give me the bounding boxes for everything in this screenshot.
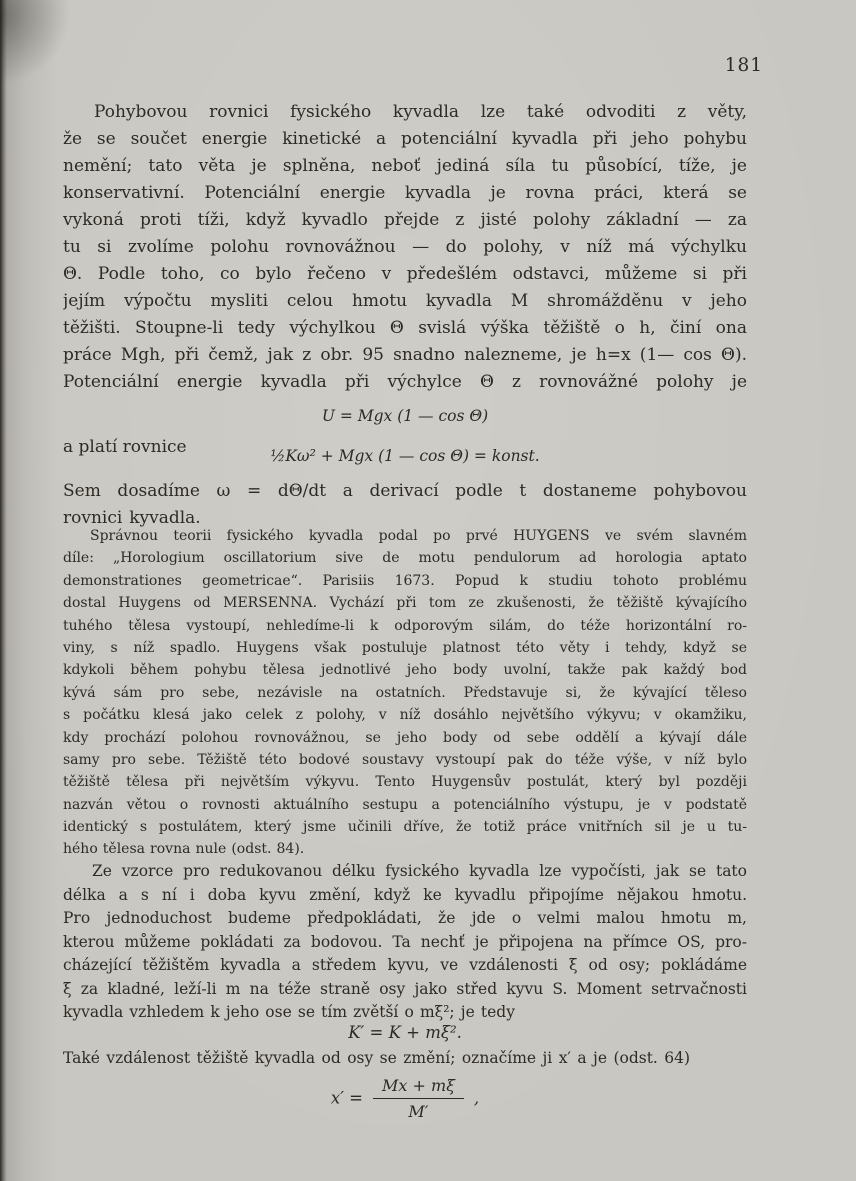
fraction-numerator: Mx + mξ: [373, 1076, 464, 1099]
text-line: demonstrationes geometricae“. Parisiis 1673. Popud k studiu tohoto problému: [63, 572, 747, 589]
text-line: kdy prochází polohou rovnovážnou, se jeho body od sebe oddělí a kývají dále: [63, 729, 747, 746]
text-line: Správnou teorii fysického kyvadla podal po prvé HUYGENS ve svém slavném: [90, 528, 747, 544]
text-line: s počátku klesá jako celek z polohy, v níž dosáhlo největšího výkyvu; v okamžiku,: [63, 707, 747, 724]
text-line: tuhého tělesa vystoupí, nehledíme-li k odporovým silám, do téže horizontální ro-: [63, 617, 747, 634]
paragraph-huygens-note: [63, 525, 747, 861]
text-line: kterou můžeme pokládati za bodovou. Ta nechť je připojena na přímce OS, pro-: [63, 932, 747, 951]
text-line: vykoná proti tíži, když kyvadlo přejde z jisté polohy základní — za: [63, 210, 747, 230]
text-line: Potenciální energie kyvadla při výchylce Θ z rovnovážné polohy je: [63, 372, 747, 392]
text-line: jejím výpočtu mysliti celou hmotu kyvadla M shromážděnu v jeho: [63, 291, 747, 311]
text-line: hého tělesa rovna nule (odst. 84).: [63, 841, 305, 858]
text-line: samy pro sebe. Těžiště této bodové soustavy vystoupí pak do téže výše, v níž bylo: [63, 751, 747, 768]
text-line: kyvadla vzhledem k jeho ose se tím zvětší o mξ²; je tedy: [63, 1003, 515, 1021]
text-line: Pohybovou rovnici fysického kyvadla lze také odvoditi z věty,: [94, 102, 747, 122]
equation-label: a platí rovnice: [63, 437, 187, 457]
text-line: viny, s níž spadlo. Huygens však postuluje platnost této věty i tehdy, když se: [63, 639, 747, 656]
page-number: 181: [724, 55, 763, 76]
fraction-denominator: M′: [408, 1102, 429, 1121]
paragraph-reduced-length: [63, 860, 747, 1025]
paragraph-substitution: [63, 478, 747, 532]
text-line: práce Mgh, při čemž, jak z obr. 95 snadno nalezneme, je h=x (1— cos Θ).: [63, 345, 747, 365]
paragraph-centroid-distance: [63, 1046, 747, 1070]
text-line: kývá sám pro sebe, nezávisle na ostatních. Představuje si, že kývající těleso: [63, 684, 747, 701]
text-line: Θ. Podle toho, co bylo řečeno v předešlém odstavci, můžeme si při: [63, 264, 747, 284]
text-line: Sem dosadíme ω = dΘ/dt a derivací podle t dostaneme pohybovou: [63, 481, 747, 501]
equation-energy-conservation: ½Kω² + Mgx (1 — cos Θ) = konst.: [270, 447, 540, 465]
text-line: cházející těžištěm kyvadla a středem kyvu, ve vzdálenosti ξ od osy; pokládáme: [63, 956, 747, 974]
equation-lhs: x′ =: [330, 1088, 364, 1108]
fraction: [373, 1076, 464, 1121]
text-line: těžišti. Stoupne-li tedy výchylkou Θ svislá výška těžiště o h, činí ona: [63, 318, 747, 338]
text-line: že se součet energie kinetické a potenciální kyvadla při jeho pohybu: [63, 129, 747, 149]
text-line: nazván větou o rovnosti aktuálního sestupu a potenciálního výstupu, je v podstatě: [63, 796, 747, 813]
text-line: délka a s ní i doba kyvu změní, když ke kyvadlu připojíme nějakou hmotu.: [63, 885, 747, 904]
text-line: konservativní. Potenciální energie kyvadla je rovna práci, která se: [63, 183, 747, 203]
text-line: dostal Huygens od MERSENNA. Vychází při tom ze zkušenosti, že těžiště kývajícího: [63, 595, 747, 612]
equation-potential-energy: U = Mgx (1 — cos Θ): [321, 407, 489, 425]
text-line: identický s postulátem, který jsme učinili dříve, že totiž práce vnitřních sil je u tu-: [63, 819, 747, 836]
text-line: Také vzdálenost těžiště kyvadla od osy se změní; označíme ji x′ a je (odst. 64): [63, 1049, 691, 1067]
text-line: tu si zvolíme polohu rovnovážnou — do polohy, v níž má výchylku: [63, 237, 747, 257]
equation-suffix: ,: [473, 1088, 480, 1108]
text-line: Ze vzorce pro redukovanou délku fysického kyvadla lze vypočísti, jak se tato: [92, 862, 747, 880]
page-content: [63, 0, 747, 1181]
text-line: kdykoli během pohybu tělesa jednotlivé jeho body uvolní, takže pak každý bod: [63, 662, 747, 679]
text-line: rovnici kyvadla.: [63, 508, 201, 528]
text-line: ξ za kladné, leží-li m na téže straně osy jako střed kyvu S. Moment setrvačnosti: [63, 979, 747, 998]
paragraph-energy-theorem: [63, 99, 747, 396]
text-line: nemění; tato věta je splněna, neboť jediná síla tu působící, tíže, je: [63, 156, 747, 176]
text-line: Pro jednoduchost budeme předpokládati, že jde o velmi malou hmotu m,: [63, 909, 747, 927]
text-line: těžiště tělesa při největším výkyvu. Tento Huygensův postulát, který byl později: [63, 774, 747, 791]
equation-new-centroid: [63, 1076, 747, 1121]
text-line: díle: „Horologium oscillatorium sive de motu pendulorum ad horologia aptato: [63, 550, 747, 567]
equation-moment-of-inertia: K′ = K + mξ².: [348, 1023, 462, 1042]
